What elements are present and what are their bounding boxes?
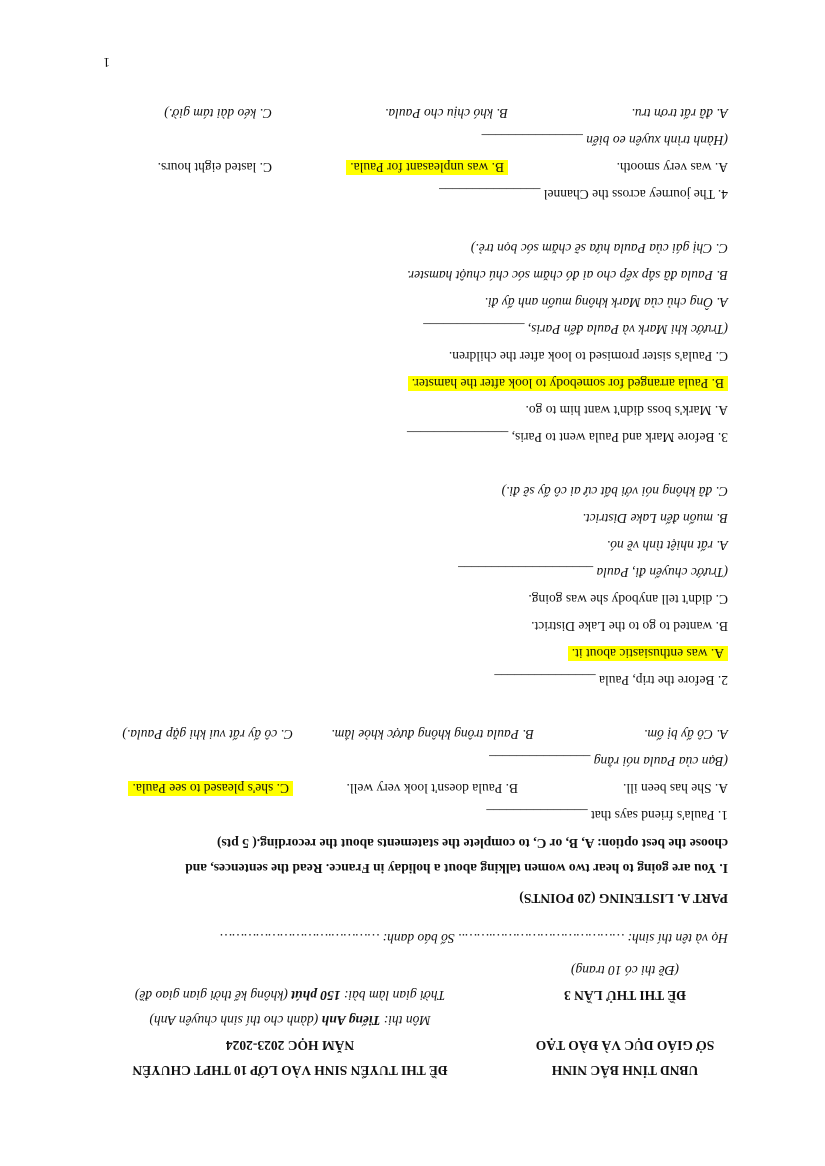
office-name: SỞ GIÁO DỤC VÀ ĐÀO TẠO (535, 1038, 715, 1053)
q2-translation: (Trước chuyến đi, Paula ____________________ (458, 565, 728, 580)
q3-answer-highlight: B. Paula arranged for somebody to look after the hamster. (408, 376, 728, 391)
q1-option-a: A. She has been ill. (623, 781, 728, 796)
page-number: 1 (103, 55, 110, 70)
q2-stem: 2. Before the trip, Paula _______________ (494, 673, 728, 688)
q3-translation: (Trước khi Mark và Paula đến Paris, _______________ (423, 322, 728, 337)
q3-option-a: A. Mark's boss didn't want him to go. (525, 403, 728, 418)
q1-trans-b: B. Paula trông không được khỏe lắm. (331, 727, 534, 742)
q3-trans-b: B. Paula đã sắp xếp cho ai đó chăm sóc chú chuột hamster. (407, 268, 728, 283)
q4-translation: (Hành trình xuyên eo biển _______________ (481, 133, 728, 148)
subject-line: Môn thi: Tiếng Anh (dành cho thí sinh chuyên Anh) (149, 1013, 431, 1028)
instruction-line-1: I. You are going to hear two women talking about a holiday in France. Read the sentences, and (185, 861, 728, 876)
q4-trans-c: C. kéo dài tám giờ.) (164, 106, 272, 121)
q4-stem: 4. The journey across the Channel _______________ (439, 187, 728, 202)
q1-trans-a: A. Cô ấy bị ốm. (644, 727, 728, 742)
exam-title: ĐỀ THI TUYỂN SINH VÀO LỚP 10 THPT CHUYÊN (132, 1063, 448, 1078)
candidate-line: Họ và tên thí sinh: …………………………….…….. Số báo danh: ………….……………………… (219, 931, 728, 946)
q3-stem: 3. Before Mark and Paula went to Paris, _______________ (407, 430, 728, 445)
q2-trans-b: B. muốn đến Lake District. (582, 511, 728, 526)
q2-trans-a: A. rất nhiệt tình về nó. (606, 538, 728, 553)
q2-option-b: B. wanted to go to the Lake District. (531, 619, 728, 634)
q2-trans-c: C. đã không nói với bất cứ ai cô ấy sẽ đi.) (501, 484, 728, 499)
q1-translation: (Bạn của Paula nói rằng _______________ (489, 754, 728, 769)
q4-answer-highlight: B. was unpleasant for Paula. (346, 160, 508, 175)
q3-option-b (408, 375, 728, 391)
q4-trans-a: A. đã rất trơn tru. (631, 106, 728, 121)
q4-option-c: C. lasted eight hours. (157, 160, 272, 175)
exam-label: ĐỀ THI THỬ LẦN 3 (563, 988, 687, 1003)
q4-option-b (346, 159, 508, 175)
instruction-line-2: choose the best option: A, B, or C, to complete the statements about the recording.( 5 pts) (217, 836, 728, 851)
q1-trans-c: C. cô ấy rất vui khi gặp Paula.) (122, 727, 293, 742)
department-name: UBND TỈNH BẮC NINH (551, 1063, 699, 1078)
school-year: NĂM HỌC 2023-2024 (225, 1038, 355, 1053)
q3-trans-a: A. Ông chủ của Mark không muốn anh ấy đi. (484, 295, 728, 310)
q2-answer-highlight: A. was enthusiastic about it. (568, 646, 728, 661)
q3-option-c: C. Paula's sister promised to look after the children. (448, 349, 728, 364)
q1-option-b: B. Paula doesn't look very well. (346, 781, 518, 796)
q1-stem: 1. Paula's friend says that _______________ (486, 808, 728, 823)
q4-option-a: A. was very smooth. (616, 160, 728, 175)
q1-answer-highlight: C. she's pleased to see Paula. (128, 781, 293, 796)
time-line: Thời gian làm bài: 150 phút (không kể thời gian giao đề) (134, 988, 446, 1003)
q4-trans-b: B. khó chịu cho Paula. (385, 106, 508, 121)
pages-note: (Đề thi có 10 trang) (571, 963, 679, 978)
q3-trans-c: C. Chị gái của Paula hứa sẽ chăm sóc bọn trẻ.) (470, 241, 728, 256)
q2-option-a (568, 645, 728, 661)
q1-option-c (128, 780, 293, 796)
part-a-title: PART A. LISTENING (20 POINTS) (519, 891, 728, 906)
q2-option-c: C. didn't tell anybody she was going. (528, 592, 728, 607)
